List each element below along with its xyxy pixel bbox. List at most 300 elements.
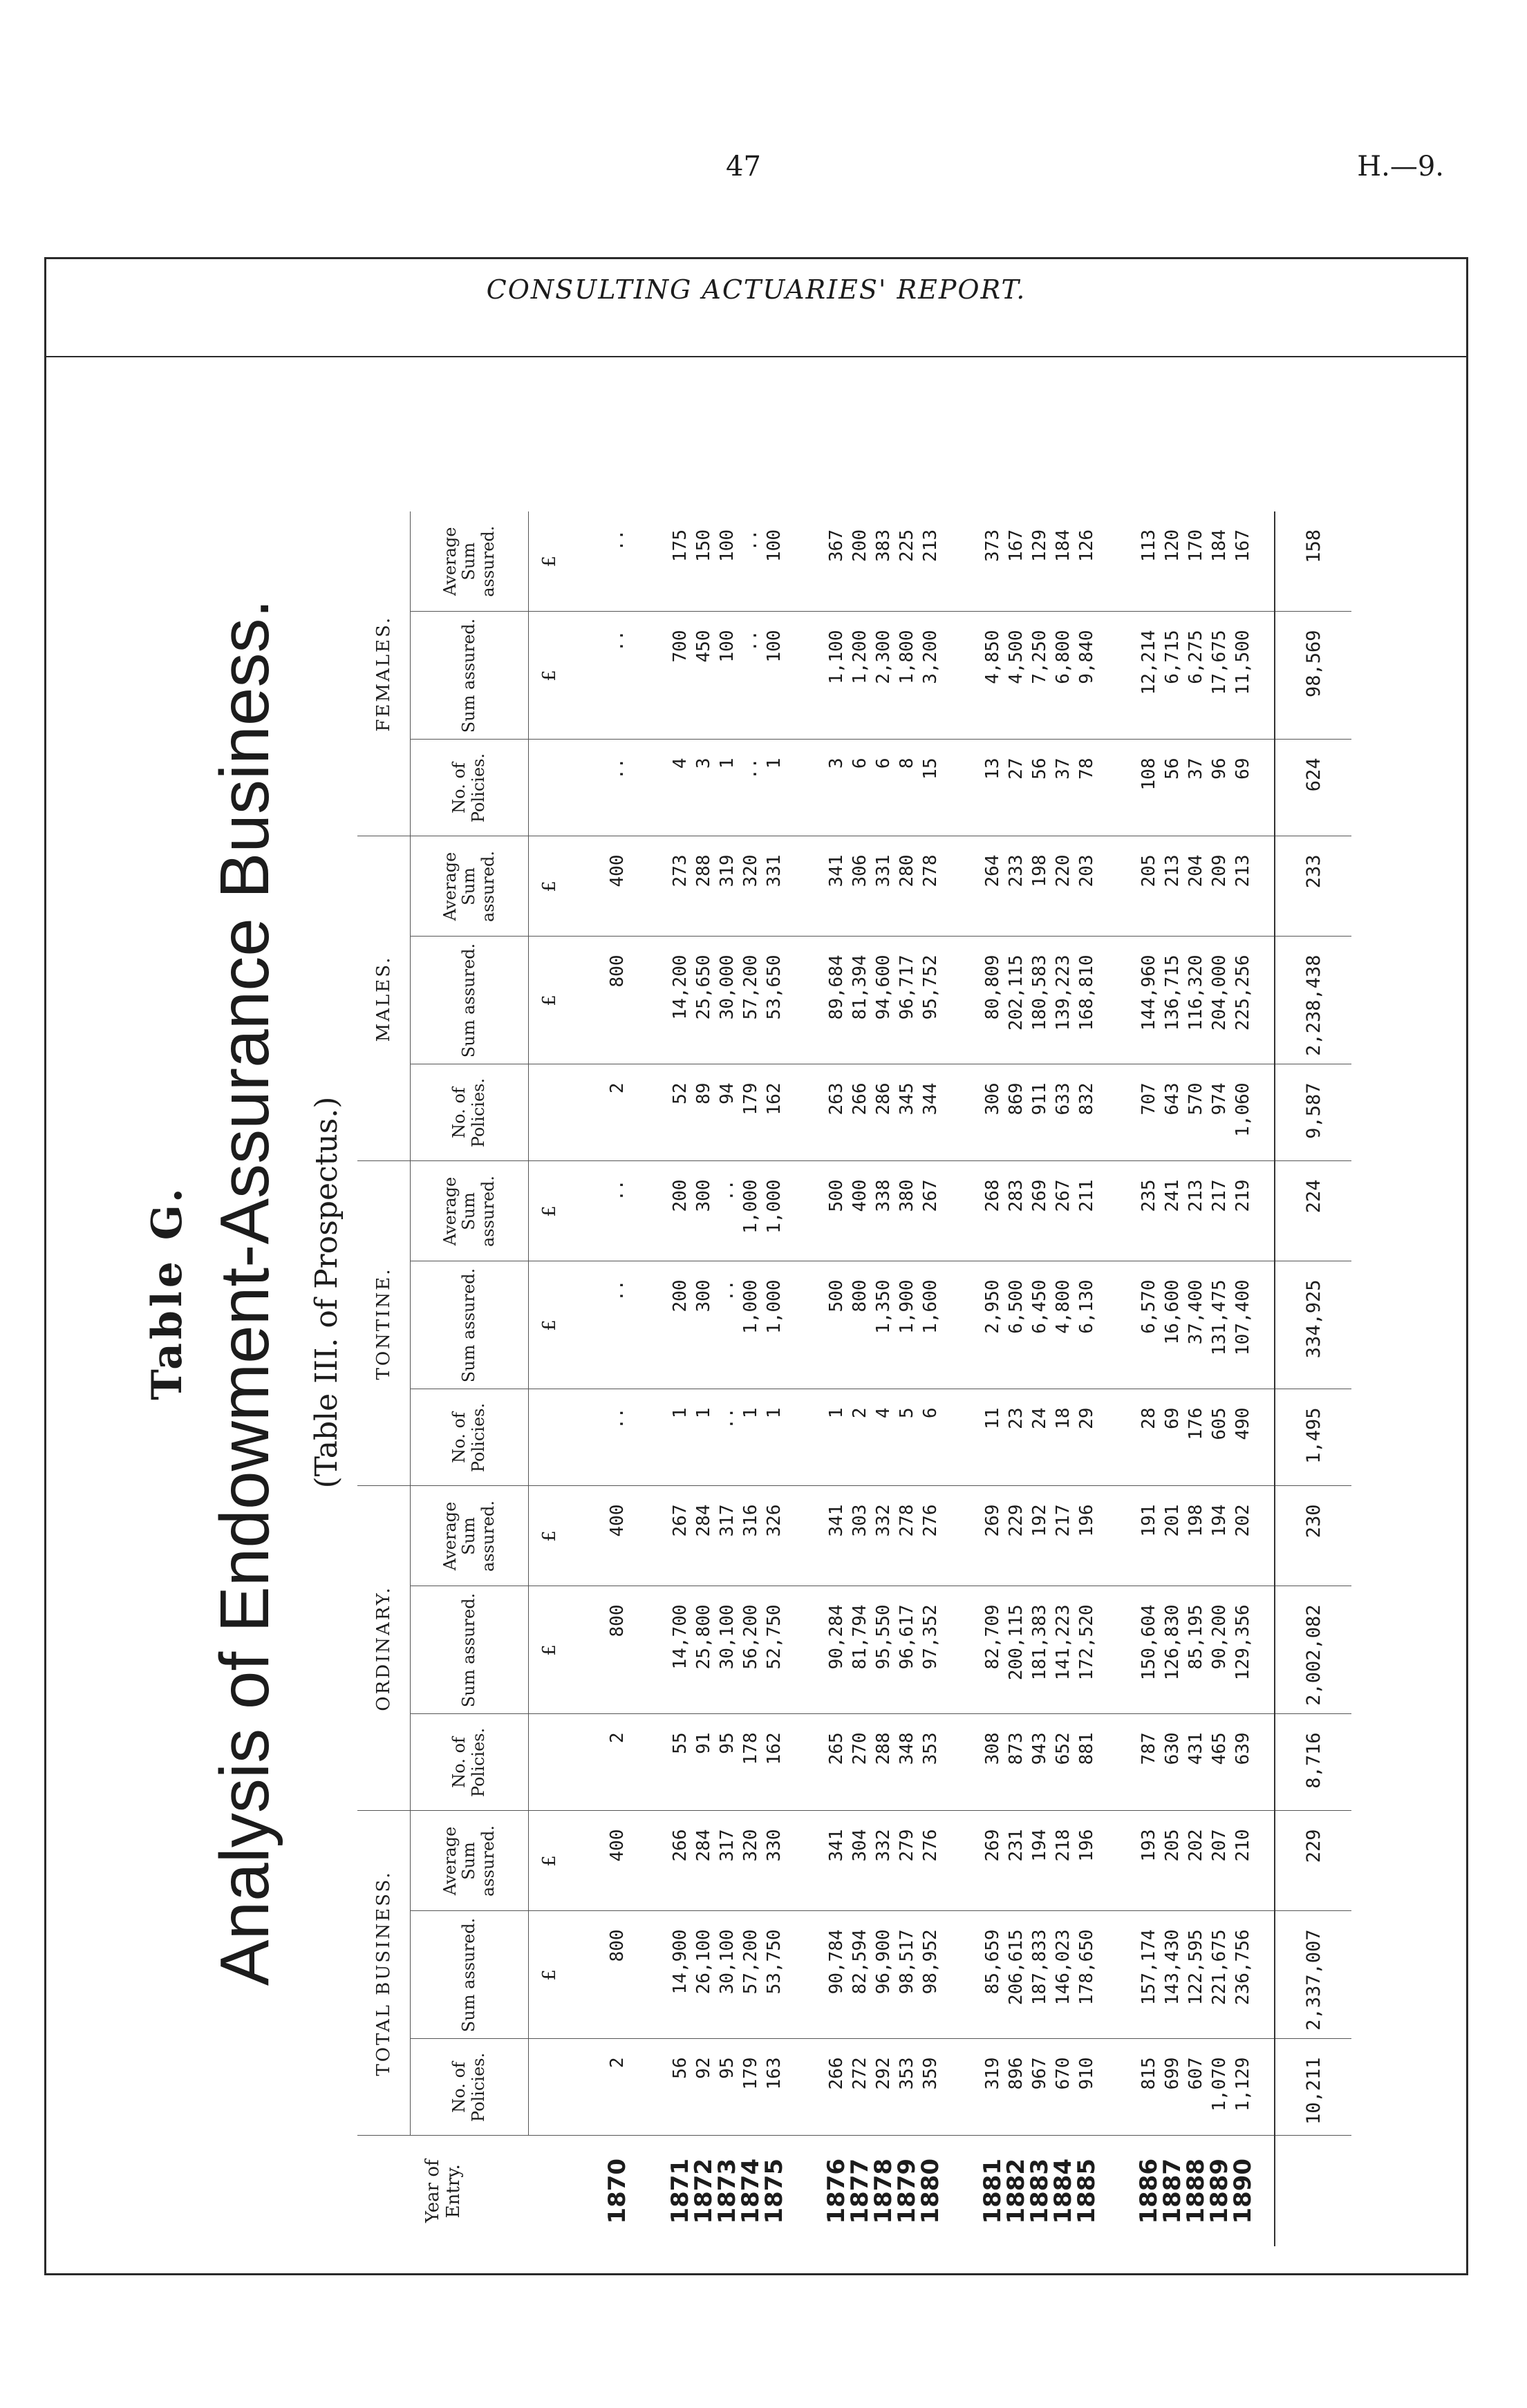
currency-mark: £ [529, 937, 571, 1064]
cell-value: .. [740, 630, 761, 652]
endowment-table [357, 511, 1351, 2246]
value-cell [649, 1486, 805, 1586]
cell-value: 146,023 [1053, 1929, 1074, 2006]
value-cell [570, 1261, 649, 1389]
value-cell [1118, 937, 1275, 1064]
year-of-entry: 1874 [737, 2158, 765, 2224]
header-average: Average Sum assured. [411, 836, 529, 937]
cell-value: 69 [1162, 1407, 1183, 1429]
value-cell [1118, 1486, 1275, 1586]
value-cell [570, 1586, 649, 1714]
year-of-entry: 1875 [760, 2158, 788, 2224]
value-cell [649, 1586, 805, 1714]
cell-value: 200 [670, 1279, 691, 1313]
year-of-entry: 1887 [1159, 2158, 1186, 2224]
cell-value: 306 [850, 854, 870, 887]
cell-value: 136,715 [1162, 954, 1183, 1031]
cell-value: 332 [873, 1829, 894, 1862]
cell-value: 974 [1209, 1082, 1230, 1116]
cell-value: 78 [1076, 758, 1097, 780]
header-sum: Sum assured. [411, 937, 529, 1064]
cell-value: 30,000 [717, 954, 738, 1020]
cell-value: 348 [897, 1732, 917, 1765]
cell-value: 167 [1233, 529, 1253, 562]
cell-value: 52 [670, 1082, 691, 1104]
cell-value: 345 [897, 1082, 917, 1116]
cell-value: 229 [1006, 1504, 1027, 1537]
cell-value: 326 [764, 1504, 785, 1537]
cell-value: 800 [607, 1929, 628, 1962]
cell-value: 108 [1139, 758, 1159, 791]
cell-value: 184 [1209, 529, 1230, 562]
cell-value: 57,200 [740, 954, 761, 1020]
cell-value: 196 [1076, 1829, 1097, 1862]
value-cell [1118, 1261, 1275, 1389]
cell-value: 172,520 [1076, 1604, 1097, 1681]
cell-value: .. [717, 1279, 738, 1301]
cell-value: 15 [920, 758, 941, 780]
value-cell [570, 1486, 649, 1586]
currency-mark: £ [529, 1261, 571, 1389]
value-cell [649, 836, 805, 937]
cell-value: 213 [1186, 1179, 1206, 1212]
cell-value: 16,600 [1162, 1279, 1183, 1345]
value-cell [1118, 511, 1275, 612]
cell-value: 279 [897, 1829, 917, 1862]
cell-value: 126,830 [1162, 1604, 1183, 1681]
cell-value: 235 [1139, 1179, 1159, 1212]
total-value: 224 [1275, 1161, 1351, 1261]
header-policies: No. of Policies. [411, 1389, 529, 1486]
cell-value: 873 [1006, 1732, 1027, 1765]
cell-value: 56 [670, 2057, 691, 2079]
group-ordinary: ORDINARY. [357, 1486, 411, 1811]
cell-value: 204 [1186, 854, 1206, 887]
cell-value: 284 [693, 1829, 714, 1862]
year-of-entry: 1877 [846, 2158, 874, 2224]
year-group [1118, 511, 1275, 2246]
cell-value: 96,900 [873, 1929, 894, 1995]
value-cell [649, 1811, 805, 1911]
header-sum: Sum assured. [411, 1911, 529, 2039]
cell-value: 306 [982, 1082, 1003, 1116]
cell-value: .. [607, 529, 628, 552]
cell-value: 202 [1233, 1504, 1253, 1537]
year-of-entry: 1884 [1049, 2158, 1077, 2224]
currency-mark: £ [529, 1486, 571, 1586]
cell-value: 4,850 [982, 630, 1003, 684]
cell-value: 707 [1139, 1082, 1159, 1116]
cell-value: 1 [717, 758, 738, 769]
header-sum: Sum assured. [411, 612, 529, 740]
cell-value: 276 [920, 1829, 941, 1862]
cell-value: 143,430 [1162, 1929, 1183, 2006]
report-frame [44, 257, 1468, 2275]
cell-value: 380 [897, 1179, 917, 1212]
cell-value: 162 [764, 1082, 785, 1116]
cell-value: 300 [693, 1179, 714, 1212]
cell-value: 6,800 [1053, 630, 1074, 684]
currency-mark: £ [529, 612, 571, 740]
cell-value: 1,000 [764, 1279, 785, 1334]
value-cell [962, 740, 1118, 836]
cell-value: .. [740, 758, 761, 780]
cell-value: 98,517 [897, 1929, 917, 1995]
cell-value: 120 [1162, 529, 1183, 562]
cell-value: 184 [1053, 529, 1074, 562]
cell-value: 1,070 [1209, 2057, 1230, 2111]
cell-value: 225,256 [1233, 954, 1253, 1031]
year-of-entry: 1885 [1073, 2158, 1100, 2224]
cell-value: 225 [897, 529, 917, 562]
total-value: 9,587 [1275, 1064, 1351, 1161]
value-cell [570, 1911, 649, 2039]
cell-value: 181,383 [1029, 1604, 1050, 1681]
cell-value: 52,750 [764, 1604, 785, 1670]
year-cell [805, 2136, 962, 2246]
cell-value: 198 [1029, 854, 1050, 887]
totals-spacer [1275, 2136, 1351, 2246]
cell-value: 24 [1029, 1407, 1050, 1429]
value-cell [1118, 740, 1275, 836]
cell-value: 113 [1139, 529, 1159, 562]
cell-value: 1,200 [850, 630, 870, 684]
cell-value: 200 [850, 529, 870, 562]
cell-value: 89 [693, 1082, 714, 1104]
cell-value: 157,174 [1139, 1929, 1159, 2006]
cell-value: 53,650 [764, 954, 785, 1020]
cell-value: 800 [607, 1604, 628, 1637]
cell-value: 276 [920, 1504, 941, 1537]
cell-value: 107,400 [1233, 1279, 1253, 1356]
currency-mark: £ [529, 1161, 571, 1261]
cell-value: 341 [826, 1504, 847, 1537]
cell-value: 273 [670, 854, 691, 887]
cell-value: .. [607, 630, 628, 652]
cell-value: 9,840 [1076, 630, 1097, 684]
cell-value: 269 [1029, 1179, 1050, 1212]
cell-value: 700 [670, 630, 691, 663]
cell-value: 95,752 [920, 954, 941, 1020]
value-cell [805, 937, 962, 1064]
cell-value: 167 [1006, 529, 1027, 562]
value-cell [649, 1714, 805, 1811]
cell-value: 643 [1162, 1082, 1183, 1116]
cell-value: 198 [1186, 1504, 1206, 1537]
cell-value: 37 [1053, 758, 1074, 780]
value-cell [805, 1486, 962, 1586]
cell-value: 14,900 [670, 1929, 691, 1995]
cell-value: 241 [1162, 1179, 1183, 1212]
cell-value: 221,675 [1209, 1929, 1230, 2006]
cell-value: 129,356 [1233, 1604, 1253, 1681]
value-cell [805, 1714, 962, 1811]
cell-value: 55 [670, 1732, 691, 1754]
cell-value: .. [607, 1179, 628, 1201]
total-value: 233 [1275, 836, 1351, 937]
cell-value: 320 [740, 1829, 761, 1862]
cell-value: 95,550 [873, 1604, 894, 1670]
value-cell [1118, 1586, 1275, 1714]
cell-value: 179 [740, 1082, 761, 1116]
cell-value: 194 [1209, 1504, 1230, 1537]
value-cell [805, 1911, 962, 2039]
cell-value: 131,475 [1209, 1279, 1230, 1356]
value-cell [649, 511, 805, 612]
cell-value: 267 [1053, 1179, 1074, 1212]
cell-value: 30,100 [717, 1604, 738, 1670]
year-group [649, 511, 805, 2246]
cell-value: 90,784 [826, 1929, 847, 1995]
value-cell [1118, 836, 1275, 937]
cell-value: 122,595 [1186, 1929, 1206, 2006]
cell-value: 210 [1233, 1829, 1253, 1862]
cell-value: 193 [1139, 1829, 1159, 1862]
value-cell [805, 1261, 962, 1389]
cell-value: 219 [1233, 1179, 1253, 1212]
document-reference: H.—9. [1357, 151, 1444, 182]
currency-mark: £ [529, 1811, 571, 1911]
cell-value: 6,570 [1139, 1279, 1159, 1334]
header-average: Average Sum assured. [411, 1486, 529, 1586]
value-cell [1118, 1811, 1275, 1911]
cell-value: 400 [850, 1179, 870, 1212]
cell-value: 25,650 [693, 954, 714, 1020]
cell-value: 800 [850, 1279, 870, 1313]
value-cell [805, 612, 962, 740]
cell-value: 400 [607, 854, 628, 887]
cell-value: 284 [693, 1504, 714, 1537]
cell-value: 869 [1006, 1082, 1027, 1116]
cell-value: 13 [982, 758, 1003, 780]
cell-value: 92 [693, 2057, 714, 2079]
cell-value: 1 [764, 1407, 785, 1419]
cell-value: 269 [982, 1504, 1003, 1537]
year-of-entry: 1878 [870, 2158, 897, 2224]
cell-value: 91 [693, 1732, 714, 1754]
cell-value: 168,810 [1076, 954, 1097, 1031]
value-cell [962, 1714, 1118, 1811]
value-cell [649, 1261, 805, 1389]
year-of-entry: 1879 [893, 2158, 921, 2224]
cell-value: 2,300 [873, 630, 894, 684]
cell-value: .. [607, 758, 628, 780]
cell-value: 1,350 [873, 1279, 894, 1334]
value-cell [570, 1714, 649, 1811]
cell-value: 316 [740, 1504, 761, 1537]
total-value: 2,337,007 [1275, 1911, 1351, 2039]
cell-value: 203 [1076, 854, 1097, 887]
value-cell [1118, 612, 1275, 740]
cell-value: 98,952 [920, 1929, 941, 1995]
cell-value: 95 [717, 1732, 738, 1754]
cell-value: 6,500 [1006, 1279, 1027, 1334]
cell-value: 178 [740, 1732, 761, 1765]
cell-value: 4 [670, 758, 691, 769]
cell-value: 1 [764, 758, 785, 769]
cell-value: 23 [1006, 1407, 1027, 1429]
value-cell [649, 1389, 805, 1486]
cell-value: 96,617 [897, 1604, 917, 1670]
cell-value: 266 [826, 2057, 847, 2090]
cell-value: 2 [607, 1732, 628, 1744]
cell-value: 4 [873, 1407, 894, 1419]
value-cell [570, 836, 649, 937]
cell-value: 652 [1053, 1732, 1074, 1765]
value-cell [649, 1911, 805, 2039]
cell-value: 231 [1006, 1829, 1027, 1862]
cell-value: .. [740, 529, 761, 552]
value-cell [570, 740, 649, 836]
value-cell [962, 1389, 1118, 1486]
cell-value: 97,352 [920, 1604, 941, 1670]
cell-value: 266 [670, 1829, 691, 1862]
value-cell [570, 1811, 649, 1911]
cell-value: 205 [1139, 854, 1159, 887]
cell-value: 338 [873, 1179, 894, 1212]
cell-value: 30,100 [717, 1929, 738, 1995]
cell-value: 204,000 [1209, 954, 1230, 1031]
cell-value: 270 [850, 1732, 870, 1765]
cell-value: 272 [850, 2057, 870, 2090]
cell-value: 367 [826, 529, 847, 562]
year-of-entry: 1873 [713, 2158, 741, 2224]
cell-value: 286 [873, 1082, 894, 1116]
cell-value: 300 [693, 1279, 714, 1313]
cell-value: 3 [826, 758, 847, 769]
cell-value: 205 [1162, 1829, 1183, 1862]
cell-value: 1,000 [740, 1279, 761, 1334]
total-value: 1,495 [1275, 1389, 1351, 1486]
value-cell [805, 1586, 962, 1714]
cell-value: 431 [1186, 1732, 1206, 1765]
value-cell [649, 612, 805, 740]
rotated-table-area [102, 339, 1450, 2246]
currency-mark: £ [529, 511, 571, 612]
cell-value: 211 [1076, 1179, 1097, 1212]
cell-value: 218 [1053, 1829, 1074, 1862]
header-policies: No. of Policies. [411, 740, 529, 836]
cell-value: 82,709 [982, 1604, 1003, 1670]
total-value: 2,238,438 [1275, 937, 1351, 1064]
cell-value: 6,275 [1186, 630, 1206, 684]
currency-mark: £ [529, 836, 571, 937]
cell-value: 263 [826, 1082, 847, 1116]
cell-value: 207 [1209, 1829, 1230, 1862]
cell-value: 570 [1186, 1082, 1206, 1116]
cell-value: 25,800 [693, 1604, 714, 1670]
cell-value: 6,715 [1162, 630, 1183, 684]
cell-value: 6,130 [1076, 1279, 1097, 1334]
value-cell [649, 740, 805, 836]
value-cell [962, 1811, 1118, 1911]
cell-value: 53,750 [764, 1929, 785, 1995]
cell-value: 94 [717, 1082, 738, 1104]
value-cell [1118, 1714, 1275, 1811]
cell-value: 400 [607, 1829, 628, 1862]
cell-value: 304 [850, 1829, 870, 1862]
cell-value: 8 [897, 758, 917, 769]
cell-value: 100 [717, 630, 738, 663]
cell-value: 633 [1053, 1082, 1074, 1116]
cell-value: 17,675 [1209, 630, 1230, 695]
cell-value: 56,200 [740, 1604, 761, 1670]
cell-value: 1 [693, 1407, 714, 1419]
total-value: 8,716 [1275, 1714, 1351, 1811]
cell-value: 180,583 [1029, 954, 1050, 1031]
year-of-entry: 1888 [1182, 2158, 1210, 2224]
cell-value: 265 [826, 1732, 847, 1765]
value-cell [1118, 1911, 1275, 2039]
cell-value: 209 [1209, 854, 1230, 887]
year-header: Year of Entry. [422, 2159, 464, 2223]
cell-value: 26,100 [693, 1929, 714, 1995]
cell-value: 126 [1076, 529, 1097, 562]
cell-value: 319 [982, 2057, 1003, 2090]
year-of-entry: 1876 [823, 2158, 850, 2224]
value-cell [805, 511, 962, 612]
cell-value: 95 [717, 2057, 738, 2079]
cell-value: 82,594 [850, 1929, 870, 1995]
header-average: Average Sum assured. [411, 1161, 529, 1261]
cell-value: 194 [1029, 1829, 1050, 1862]
cell-value: 353 [920, 1732, 941, 1765]
total-value: 158 [1275, 511, 1351, 612]
value-cell [962, 1911, 1118, 2039]
cell-value: 217 [1053, 1504, 1074, 1537]
cell-value: 100 [717, 529, 738, 562]
cell-value: 202 [1186, 1829, 1206, 1862]
value-cell [805, 836, 962, 937]
cell-value: 213 [1233, 854, 1253, 887]
page-number: 47 [726, 151, 761, 182]
cell-value: 233 [1006, 854, 1027, 887]
cell-value: 187,833 [1029, 1929, 1050, 2006]
year-cell [649, 2136, 805, 2246]
cell-value: 96 [1209, 758, 1230, 780]
value-cell [1118, 1064, 1275, 1161]
year-of-entry: 1890 [1229, 2158, 1257, 2224]
report-heading: CONSULTING ACTUARIES' REPORT. [486, 274, 1027, 305]
cell-value: 80,809 [982, 954, 1003, 1020]
cell-value: 292 [873, 2057, 894, 2090]
cell-value: 178,650 [1076, 1929, 1097, 2006]
cell-value: 3 [693, 758, 714, 769]
total-value: 98,569 [1275, 612, 1351, 740]
cell-value: 800 [607, 954, 628, 988]
value-cell [570, 511, 649, 612]
cell-value: 236,756 [1233, 1929, 1253, 2006]
value-cell [570, 1389, 649, 1486]
cell-value: 4,500 [1006, 630, 1027, 684]
cell-value: 1 [740, 1407, 761, 1419]
cell-value: 1,000 [740, 1179, 761, 1234]
total-value: 230 [1275, 1486, 1351, 1586]
cell-value: 630 [1162, 1732, 1183, 1765]
cell-value: 6 [850, 758, 870, 769]
cell-value: 832 [1076, 1082, 1097, 1116]
cell-value: 373 [982, 529, 1003, 562]
cell-value: 217 [1209, 1179, 1230, 1212]
cell-value: 170 [1186, 529, 1206, 562]
cell-value: 1,800 [897, 630, 917, 684]
cell-value: 37 [1186, 758, 1206, 780]
cell-value: 175 [670, 529, 691, 562]
cell-value: 213 [920, 529, 941, 562]
cell-value: 331 [764, 854, 785, 887]
value-cell [962, 937, 1118, 1064]
year-of-entry: 1886 [1135, 2158, 1163, 2224]
